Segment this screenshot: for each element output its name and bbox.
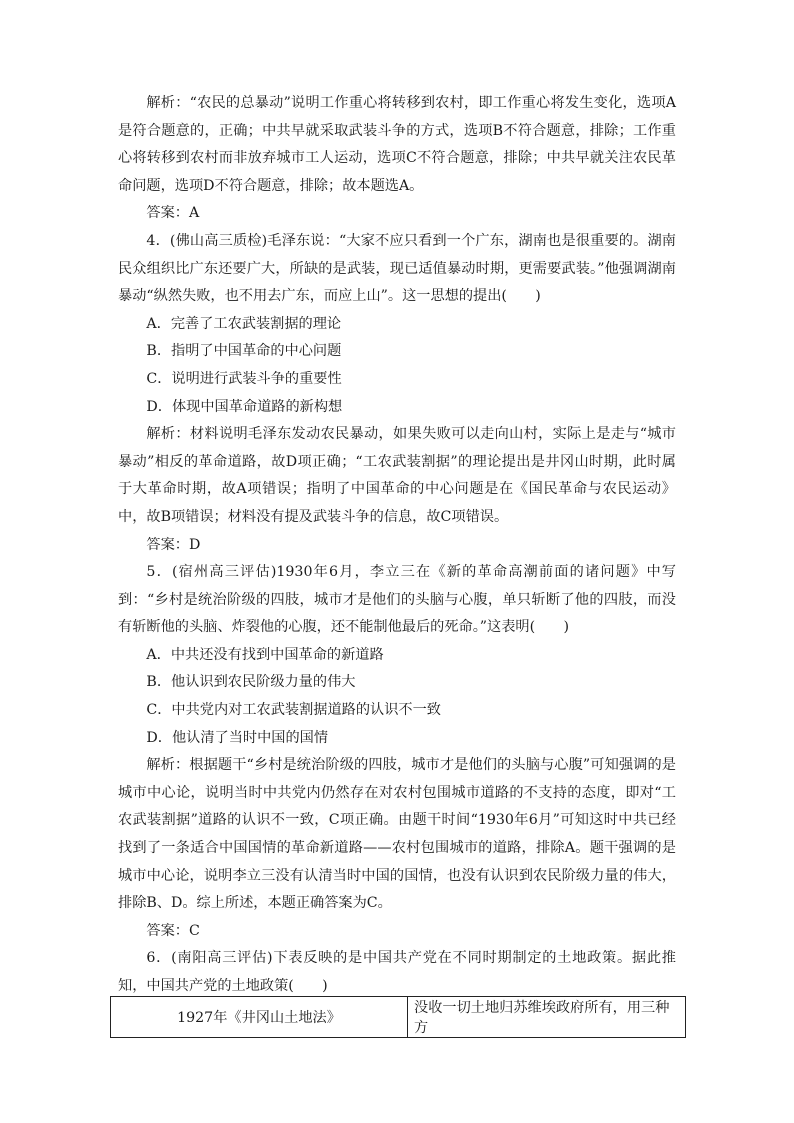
q4-option-b: B．指明了中国革命的中心问题 — [146, 343, 342, 360]
q5-answer: 答案：C — [146, 922, 200, 939]
q5-option-c: C．中共党内对工农武装割据道路的认识不一致 — [146, 702, 441, 719]
q4-answer: 答案：D — [146, 536, 201, 553]
q3-answer: 答案：A — [146, 205, 200, 222]
q5-option-a: A．中共还没有找到中国革命的新道路 — [146, 646, 384, 663]
q5-option-b: B．他认识到农民阶级力量的伟大 — [146, 674, 356, 691]
q4-stem: 4．(佛山高三质检)毛泽东说：“大家不应只看到一个广东，湖南也是很重要的。湖南民众组织比广东还要广大，所缺的是武装，现已适值暴动时期，更需要武装。”他强调湖南暴动“纵然失败，也不用去广东，而应上山”。这一思想的提出( ) — [118, 232, 676, 305]
q6-stem: 6．(南阳高三评估)下表反映的是中国共产党在不同时期制定的土地政策。据此推知，中国共产党的土地政策( ) — [118, 950, 676, 994]
table-cell-period: 1927年《井冈山土地法》 — [111, 997, 408, 1038]
q3-analysis: 解析：“农民的总暴动”说明工作重心将转移到农村，即工作重心将发生变化，选项A是符合题意的，正确；中共早就采取武装斗争的方式，选项B不符合题意，排除；工作重心将转移到农村而非放弃城市工人运动，选项C不符合题意，排除；中共早就关注农民革命问题，选项D不符合题意，排除；故本题选A。 — [118, 95, 676, 194]
q5-option-d: D．他认清了当时中国的国情 — [146, 729, 329, 746]
q4-analysis: 解析：材料说明毛泽东发动农民暴动，如果失败可以走向山村，实际上是走与“城市暴动”相反的革命道路，故D项正确；“工农武装割据”的理论提出是井冈山时期，此时属于大革命时期，故A项错误；指明了中国革命的中心问题是在《国民革命与农民运动》中，故B项错误；材料没有提及武装斗争的信息，故C项错误。 — [118, 426, 676, 525]
q5-stem: 5．(宿州高三评估)1930年6月，李立三在《新的革命高潮前面的诸问题》中写到：“乡村是统治阶级的四肢，城市才是他们的头脑与心腹，单只斩断了他的四肢，而没有斩断他的头脑、炸裂他的心腹，还不能制他最后的死命。”这表明( ) — [118, 564, 676, 636]
table-cell-policy: 没收一切土地归苏维埃政府所有，用三种方 — [408, 997, 686, 1038]
q5-analysis: 解析：根据题干“乡村是统治阶级的四肢，城市才是他们的头脑与心腹”可知强调的是城市中心论，说明当时中共党内仍然存在对农村包围城市道路的不支持的态度，即对“工农武装割据”道路的认识不一致，C项正确。由题干时间“1930年6月”可知这时中共已经找到了一条适合中国国情的革命新道路——农村包围城市的道路，排除A。题干强调的是城市中心论，说明李立三没有认清当时中国的国情，也没有认识到农民阶级力量的伟大，排除B、D。综上所述，本题正确答案为C。 — [118, 757, 676, 912]
q4-option-c: C．说明进行武装斗争的重要性 — [146, 370, 342, 387]
q4-option-d: D．体现中国革命道路的新构想 — [146, 398, 343, 415]
q4-option-a: A．完善了工农武装割据的理论 — [146, 315, 342, 332]
question-content — [118, 90, 676, 1001]
table-row — [111, 997, 686, 1038]
land-policy-table — [110, 996, 686, 1038]
